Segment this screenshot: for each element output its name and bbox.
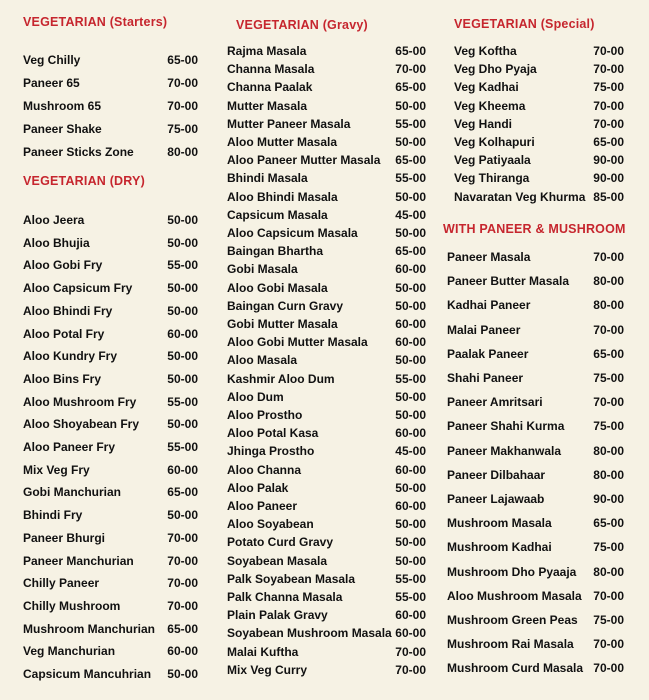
section-heading: WITH PANEER & MUSHROOM <box>443 222 626 236</box>
menu-item <box>447 613 624 627</box>
menu-item <box>23 667 198 681</box>
menu-item-price: 50-00 <box>395 189 426 204</box>
menu-item-price: 50-00 <box>395 389 426 404</box>
menu-item-price: 50-00 <box>395 517 426 532</box>
menu-item-price: 50-00 <box>395 135 426 149</box>
menu-item-price: 50-00 <box>395 553 426 568</box>
menu-item <box>227 62 426 76</box>
menu-item <box>227 608 426 622</box>
menu-item-price: 70-00 <box>395 62 426 77</box>
menu-item-name: Aloo Mushroom Masala <box>447 588 582 603</box>
menu-item-price: 70-00 <box>593 395 624 410</box>
menu-item-price: 65-00 <box>395 244 426 259</box>
menu-item-price: 50-00 <box>167 235 198 250</box>
menu-item-name: Mix Veg Curry <box>227 662 308 677</box>
menu-item-price: 75-00 <box>593 613 624 627</box>
menu-item-price: 55-00 <box>395 171 426 186</box>
menu-item <box>227 390 426 404</box>
menu-item <box>227 262 426 276</box>
menu-item-name: Paneer 65 <box>23 76 80 91</box>
menu-item-price: 60-00 <box>167 326 198 341</box>
menu-item-price: 50-00 <box>395 353 426 368</box>
menu-item <box>23 599 198 613</box>
menu-item-name: Gobi Masala <box>227 262 298 277</box>
menu-item-name: Aloo Mushroom Fry <box>23 394 137 409</box>
menu-item-name: Bhindi Fry <box>23 508 83 523</box>
menu-item-name: Veg Kadhai <box>454 80 519 95</box>
menu-item-name: Capsicum Masala <box>227 207 328 222</box>
menu-item <box>227 281 426 295</box>
menu-item-price: 70-00 <box>593 116 624 131</box>
menu-item <box>447 468 624 482</box>
menu-item-price: 50-00 <box>167 281 198 296</box>
menu-item-name: Navaratan Veg Khurma <box>454 189 586 204</box>
menu-item-name: Aloo Jeera <box>23 213 85 227</box>
menu-item <box>23 622 198 636</box>
menu-item-name: Aloo Prostho <box>227 408 303 422</box>
menu-item <box>227 335 426 349</box>
menu-item-name: Paneer Dilbahaar <box>447 467 546 482</box>
menu-item <box>227 208 426 222</box>
menu-item <box>23 258 198 272</box>
menu-item-price: 50-00 <box>395 226 426 240</box>
menu-item <box>23 327 198 341</box>
menu-item-name: Paneer Masala <box>447 250 531 264</box>
menu-item <box>227 444 426 458</box>
menu-item-price: 55-00 <box>167 440 198 454</box>
menu-item-price: 60-00 <box>395 335 426 350</box>
menu-item-name: Channa Masala <box>227 62 315 77</box>
menu-item-name: Mutter Masala <box>227 98 308 113</box>
menu-item <box>447 492 624 506</box>
menu-item <box>23 122 198 136</box>
menu-item <box>23 304 198 318</box>
menu-item-price: 55-00 <box>395 116 426 131</box>
menu-item-name: Veg Kheema <box>454 98 526 113</box>
menu-item <box>454 99 624 113</box>
menu-item <box>454 44 624 58</box>
menu-item-price: 50-00 <box>395 408 426 422</box>
menu-item <box>23 236 198 250</box>
menu-item-name: Veg Koftha <box>454 44 517 58</box>
menu-item-price: 65-00 <box>167 621 198 636</box>
menu-item-price: 60-00 <box>395 608 426 623</box>
menu-item-price: 60-00 <box>395 462 426 477</box>
menu-item-name: Aloo Paneer Fry <box>23 440 116 454</box>
menu-item <box>227 99 426 113</box>
menu-item-name: Aloo Potal Kasa <box>227 426 319 441</box>
menu-item-name: Veg Dho Pyaja <box>454 62 537 77</box>
menu-item-price: 55-00 <box>395 590 426 604</box>
menu-item <box>23 76 198 90</box>
menu-item-price: 55-00 <box>395 571 426 586</box>
menu-item-price: 70-00 <box>593 661 624 676</box>
menu-item-name: Baingan Curn Gravy <box>227 298 344 313</box>
menu-item <box>23 99 198 113</box>
menu-item-name: Paalak Paneer <box>447 346 529 361</box>
menu-item <box>454 117 624 131</box>
menu-item-price: 50-00 <box>167 303 198 318</box>
menu-item-name: Malai Kuftha <box>227 644 299 659</box>
menu-item <box>227 590 426 604</box>
menu-item-price: 70-00 <box>167 598 198 613</box>
menu-item-name: Veg Thiranga <box>454 171 530 186</box>
menu-item <box>447 298 624 312</box>
menu-item <box>454 80 624 94</box>
menu-item-price: 75-00 <box>593 80 624 95</box>
menu-item <box>227 117 426 131</box>
menu-item-price: 80-00 <box>167 145 198 160</box>
menu-item <box>447 589 624 603</box>
menu-item-price: 75-00 <box>593 371 624 385</box>
menu-item <box>447 250 624 264</box>
menu-item-name: Aloo Gobi Masala <box>227 280 328 295</box>
menu-item <box>23 440 198 454</box>
menu-item-price: 50-00 <box>395 480 426 495</box>
menu-item-price: 50-00 <box>395 98 426 113</box>
menu-item-price: 75-00 <box>593 540 624 555</box>
menu-item-name: Paneer Makhanwala <box>447 443 562 458</box>
menu-item-price: 70-00 <box>593 44 624 58</box>
menu-item-price: 80-00 <box>593 274 624 289</box>
menu-item-name: Paneer Sticks Zone <box>23 145 134 160</box>
menu-item-name: Aloo Mutter Masala <box>227 135 338 149</box>
menu-item-name: Palk Channa Masala <box>227 590 343 604</box>
menu-item-name: Aloo Bhindi Fry <box>23 303 113 318</box>
menu-item-name: Capsicum Mancuhrian <box>23 667 152 681</box>
menu-item-price: 70-00 <box>167 553 198 568</box>
menu-item-price: 70-00 <box>167 576 198 591</box>
menu-item-price: 70-00 <box>593 322 624 337</box>
menu-item-name: Gobi Manchurian <box>23 485 122 500</box>
menu-item-name: Kadhai Paneer <box>447 298 531 313</box>
menu-item-price: 70-00 <box>395 662 426 677</box>
menu-item-price: 60-00 <box>395 317 426 331</box>
menu-item <box>227 44 426 58</box>
menu-item-price: 60-00 <box>395 626 426 641</box>
menu-item-name: Aloo Palak <box>227 480 289 495</box>
menu-item-name: Mushroom Masala <box>447 516 552 531</box>
menu-item <box>227 426 426 440</box>
menu-item-price: 55-00 <box>167 394 198 409</box>
menu-item <box>227 463 426 477</box>
menu-item <box>23 372 198 386</box>
section-heading: VEGETARIAN (Gravy) <box>236 18 368 32</box>
menu-item-name: Rajma Masala <box>227 44 307 58</box>
menu-item <box>454 171 624 185</box>
menu-item <box>23 349 198 363</box>
menu-item-name: Aloo Capsicum Masala <box>227 226 358 240</box>
menu-item-name: Aloo Masala <box>227 353 298 368</box>
menu-item-name: Mushroom 65 <box>23 99 102 114</box>
menu-item-name: Baingan Bhartha <box>227 244 324 259</box>
menu-item-name: Paneer Bhurgi <box>23 530 106 545</box>
menu-item-name: Chilly Paneer <box>23 576 100 591</box>
menu-item <box>454 153 624 167</box>
menu-item-name: Veg Chilly <box>23 53 81 67</box>
menu-item-name: Aloo Gobi Fry <box>23 258 103 273</box>
menu-item <box>447 637 624 651</box>
menu-item-name: Aloo Shoyabean Fry <box>23 417 140 432</box>
menu-item-name: Aloo Paneer <box>227 499 298 513</box>
menu-item-price: 60-00 <box>167 644 198 659</box>
menu-item <box>227 135 426 149</box>
menu-item-name: Paneer Amritsari <box>447 395 543 410</box>
menu-item-name: Mix Veg Fry <box>23 462 90 477</box>
menu-item-name: Veg Patiyaala <box>454 153 531 168</box>
menu-item <box>23 531 198 545</box>
menu-item-name: Soyabean Masala <box>227 553 328 568</box>
menu-item-price: 50-00 <box>167 213 198 227</box>
menu-item <box>227 572 426 586</box>
menu-item-price: 50-00 <box>167 349 198 364</box>
menu-item <box>227 80 426 94</box>
menu-item <box>227 517 426 531</box>
menu-item-price: 60-00 <box>395 262 426 277</box>
menu-item-price: 50-00 <box>395 280 426 295</box>
menu-item-name: Plain Palak Gravy <box>227 608 328 623</box>
menu-item-price: 55-00 <box>395 371 426 386</box>
menu-item-price: 70-00 <box>593 98 624 113</box>
menu-item-price: 70-00 <box>593 637 624 652</box>
menu-item-price: 80-00 <box>593 564 624 579</box>
menu-item <box>227 663 426 677</box>
menu-item <box>447 274 624 288</box>
menu-item <box>447 395 624 409</box>
menu-item <box>227 499 426 513</box>
menu-item-price: 65-00 <box>593 135 624 149</box>
menu-item <box>23 281 198 295</box>
section-heading: VEGETARIAN (DRY) <box>23 174 145 188</box>
menu-item-price: 65-00 <box>167 485 198 500</box>
menu-item-name: Jhinga Prostho <box>227 444 315 459</box>
menu-item-name: Veg Manchurian <box>23 644 116 659</box>
menu-item-name: Aloo Dum <box>227 389 284 404</box>
menu-item-name: Malai Paneer <box>447 322 521 337</box>
menu-item <box>447 419 624 433</box>
menu-item-name: Paneer Manchurian <box>23 553 134 568</box>
menu-item-price: 90-00 <box>593 492 624 506</box>
menu-item <box>227 626 426 640</box>
menu-item-price: 65-00 <box>395 153 426 168</box>
menu-item <box>23 644 198 658</box>
menu-item-price: 70-00 <box>167 76 198 91</box>
menu-item-price: 80-00 <box>593 467 624 482</box>
menu-item-price: 45-00 <box>395 444 426 459</box>
menu-item-price: 50-00 <box>167 371 198 386</box>
menu-item-price: 70-00 <box>395 644 426 659</box>
menu-item <box>227 317 426 331</box>
menu-item-price: 50-00 <box>395 535 426 550</box>
menu-item-name: Mushroom Rai Masala <box>447 637 574 652</box>
menu-item <box>447 661 624 675</box>
menu-item-price: 50-00 <box>167 508 198 523</box>
menu-item-price: 80-00 <box>593 298 624 313</box>
menu-item <box>447 371 624 385</box>
menu-item-name: Aloo Kundry Fry <box>23 349 118 364</box>
menu-item <box>454 62 624 76</box>
menu-item-name: Aloo Soyabean <box>227 517 314 532</box>
menu-item <box>227 153 426 167</box>
menu-item <box>227 171 426 185</box>
menu-item-price: 70-00 <box>593 588 624 603</box>
menu-item <box>447 323 624 337</box>
menu-item-price: 90-00 <box>593 171 624 186</box>
menu-item-name: Mushroom Curd Masala <box>447 661 584 676</box>
menu-item-name: Kashmir Aloo Dum <box>227 371 335 386</box>
menu-item <box>23 485 198 499</box>
menu-item <box>23 576 198 590</box>
menu-item <box>447 540 624 554</box>
menu-item <box>447 444 624 458</box>
menu-item-name: Aloo Bins Fry <box>23 371 102 386</box>
menu-item <box>227 299 426 313</box>
menu-item-name: Aloo Bhujia <box>23 235 90 250</box>
menu-item-name: Bhindi Masala <box>227 171 308 186</box>
menu-item <box>23 508 198 522</box>
menu-item-price: 65-00 <box>395 44 426 58</box>
menu-item-price: 50-00 <box>167 667 198 681</box>
menu-item <box>447 347 624 361</box>
menu-item-price: 80-00 <box>593 443 624 458</box>
menu-item-price: 60-00 <box>395 499 426 513</box>
menu-item-price: 65-00 <box>167 53 198 67</box>
menu-item <box>23 213 198 227</box>
menu-item-name: Aloo Gobi Mutter Masala <box>227 335 368 350</box>
menu-item-price: 55-00 <box>167 258 198 273</box>
menu-item-name: Channa Paalak <box>227 80 313 95</box>
menu-item-price: 70-00 <box>593 62 624 77</box>
menu-item-price: 70-00 <box>167 530 198 545</box>
menu-item-name: Aloo Paneer Mutter Masala <box>227 153 381 168</box>
menu-item-name: Paneer Shahi Kurma <box>447 419 565 434</box>
menu-item-name: Veg Handi <box>454 116 513 131</box>
menu-item-price: 50-00 <box>395 298 426 313</box>
menu-item-price: 60-00 <box>167 462 198 477</box>
menu-item <box>227 190 426 204</box>
menu-item <box>23 463 198 477</box>
menu-item-name: Aloo Capsicum Fry <box>23 281 133 296</box>
menu-item-name: Mutter Paneer Masala <box>227 116 351 131</box>
menu-item-name: Mushroom Kadhai <box>447 540 552 555</box>
menu-item <box>227 353 426 367</box>
menu-item-price: 50-00 <box>167 417 198 432</box>
menu-item-name: Soyabean Mushroom Masala <box>227 626 392 641</box>
menu-item-price: 85-00 <box>593 189 624 204</box>
menu-item <box>227 535 426 549</box>
menu-item <box>23 145 198 159</box>
menu-item-name: Gobi Mutter Masala <box>227 317 338 331</box>
menu-item <box>23 53 198 67</box>
menu-item-name: Mushroom Dho Pyaaja <box>447 564 577 579</box>
menu-item <box>227 244 426 258</box>
menu-item-price: 60-00 <box>395 426 426 441</box>
menu-item-name: Aloo Potal Fry <box>23 326 105 341</box>
menu-item <box>227 481 426 495</box>
menu-item-name: Shahi Paneer <box>447 371 524 385</box>
menu-item <box>23 395 198 409</box>
menu-item-price: 65-00 <box>593 346 624 361</box>
menu-item-price: 75-00 <box>167 122 198 137</box>
menu-item-price: 75-00 <box>593 419 624 434</box>
menu-item <box>227 226 426 240</box>
menu-item-name: Mushroom Manchurian <box>23 621 156 636</box>
menu-item-name: Potato Curd Gravy <box>227 535 334 550</box>
menu-item <box>227 408 426 422</box>
section-heading: VEGETARIAN (Special) <box>454 17 595 31</box>
menu-item <box>227 554 426 568</box>
menu-item <box>227 645 426 659</box>
menu-item <box>454 135 624 149</box>
menu-item-name: Palk Soyabean Masala <box>227 571 356 586</box>
menu-item-name: Aloo Bhindi Masala <box>227 189 338 204</box>
menu-item <box>447 565 624 579</box>
menu-item <box>454 190 624 204</box>
menu-item <box>227 372 426 386</box>
menu-item-price: 70-00 <box>167 99 198 114</box>
menu-item-name: Paneer Lajawaab <box>447 492 545 506</box>
menu-item-price: 70-00 <box>593 250 624 264</box>
menu-item <box>447 516 624 530</box>
menu-item-name: Mushroom Green Peas <box>447 613 578 627</box>
menu-item-price: 45-00 <box>395 207 426 222</box>
menu-item-name: Aloo Channa <box>227 462 301 477</box>
section-heading: VEGETARIAN (Starters) <box>23 15 168 29</box>
menu-item-name: Paneer Butter Masala <box>447 274 570 289</box>
menu-item <box>23 417 198 431</box>
menu-item <box>23 554 198 568</box>
menu-item-price: 65-00 <box>593 516 624 531</box>
menu-item-name: Veg Kolhapuri <box>454 135 535 149</box>
menu-item-price: 65-00 <box>395 80 426 95</box>
menu-item-name: Chilly Mushroom <box>23 598 121 613</box>
menu-item-name: Paneer Shake <box>23 122 102 137</box>
menu-item-price: 90-00 <box>593 153 624 168</box>
